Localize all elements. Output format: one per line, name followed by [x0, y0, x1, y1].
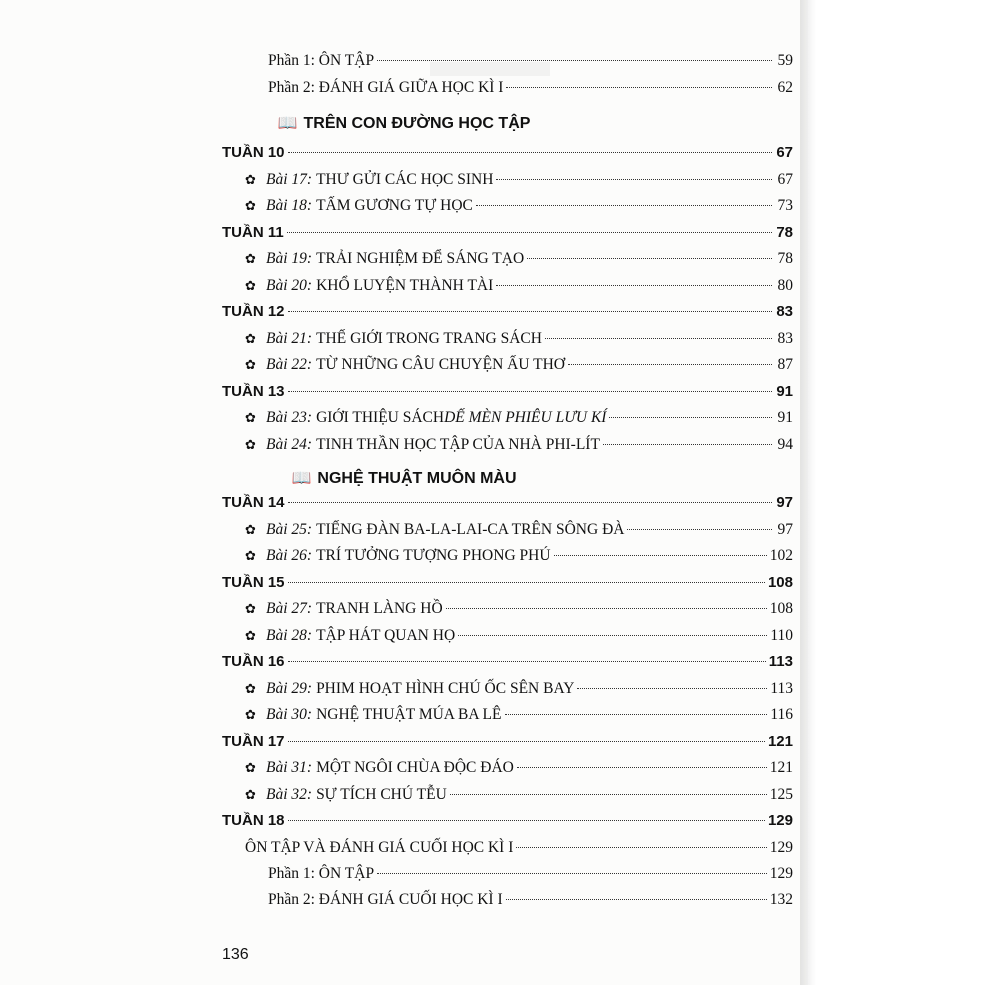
dot-leader — [496, 285, 772, 286]
lesson-label: Bài 22: — [266, 356, 313, 373]
toc-week-row[interactable] — [222, 494, 793, 518]
dot-leader — [505, 714, 768, 715]
page-number: 78 — [777, 250, 793, 267]
week-title: TUẦN 16 — [222, 653, 285, 670]
flower-bullet-icon: ✿ — [245, 681, 256, 697]
week-title: TUẦN 18 — [222, 812, 285, 829]
section-heading — [0, 113, 808, 133]
lesson-title: TRẢI NGHIỆM ĐỂ SÁNG TẠO — [316, 250, 525, 267]
review-title: ÔN TẬP VÀ ĐÁNH GIÁ CUỐI HỌC KÌ I — [245, 839, 514, 856]
dot-leader — [568, 364, 772, 365]
toc-week-row[interactable] — [222, 653, 793, 677]
lesson-title: TIẾNG ĐÀN BA-LA-LAI-CA TRÊN SÔNG ĐÀ — [316, 520, 625, 538]
lesson-label: Bài 26: — [266, 547, 313, 564]
page-number: 113 — [768, 653, 793, 670]
dot-leader — [450, 794, 767, 795]
page-number: 91 — [777, 409, 793, 426]
lesson-label: Bài 31: — [266, 759, 313, 776]
lesson-label: Bài 21: — [266, 329, 313, 347]
lesson-title: TẬP HÁT QUAN HỌ — [316, 626, 456, 644]
week-title: TUẦN 14 — [222, 494, 285, 511]
toc-part-row[interactable] — [268, 79, 793, 103]
dot-leader — [288, 661, 766, 662]
page-number: 129 — [769, 865, 793, 882]
toc-part-row[interactable] — [268, 891, 793, 915]
flower-bullet-icon: ✿ — [245, 331, 256, 347]
dot-leader — [288, 502, 772, 503]
page-number: 129 — [767, 812, 793, 829]
toc-part-row[interactable] — [268, 865, 793, 889]
dot-leader — [527, 258, 772, 259]
week-title: TUẦN 15 — [222, 573, 285, 591]
week-title: TUẦN 13 — [222, 382, 285, 400]
page-number: 87 — [777, 356, 793, 373]
toc-week-row[interactable] — [222, 224, 793, 248]
dot-leader — [506, 899, 767, 900]
page-number: 116 — [770, 706, 793, 723]
dot-leader — [603, 444, 772, 445]
lesson-title: KHỔ LUYỆN THÀNH TÀI — [316, 276, 494, 294]
page-number: 121 — [769, 759, 793, 776]
lesson-label: Bài 20: — [266, 276, 313, 294]
lesson-label: Bài 18: — [266, 197, 313, 214]
dot-leader — [288, 311, 772, 312]
dot-leader — [627, 529, 772, 530]
page-number: 102 — [769, 547, 793, 564]
dot-leader — [458, 635, 767, 636]
page-number: 121 — [767, 732, 793, 750]
page-number: 110 — [770, 626, 793, 644]
section-heading — [0, 468, 808, 488]
part-title: Phần 2: ĐÁNH GIÁ GIỮA HỌC KÌ I — [268, 79, 504, 96]
dot-leader — [446, 608, 767, 609]
dot-leader — [377, 60, 772, 61]
lesson-title: MỘT NGÔI CHÙA ĐỘC ĐÁO — [316, 759, 514, 776]
lesson-label: Bài 28: — [266, 626, 313, 644]
dot-leader — [288, 820, 765, 821]
toc-lesson-row[interactable] — [245, 330, 793, 354]
dot-leader — [288, 391, 772, 392]
lesson-title: NGHỆ THUẬT MÚA BA LÊ — [316, 706, 502, 723]
page-number: 97 — [776, 494, 793, 511]
lesson-title: THƯ GỬI CÁC HỌC SINH — [316, 170, 494, 188]
lesson-label: Bài 25: — [266, 520, 313, 538]
page-number: 91 — [776, 382, 793, 400]
flower-bullet-icon: ✿ — [245, 411, 256, 426]
part-title: Phần 2: ĐÁNH GIÁ CUỐI HỌC KÌ I — [268, 891, 503, 908]
dot-leader — [476, 205, 772, 206]
page-number: 129 — [769, 839, 793, 856]
open-book-icon: 📖 — [277, 113, 298, 132]
page-number-footer: 136 — [222, 946, 249, 963]
week-title: TUẦN 11 — [222, 223, 284, 241]
dot-leader — [287, 232, 772, 233]
flower-bullet-icon: ✿ — [245, 628, 256, 644]
toc-review-row[interactable] — [245, 839, 793, 863]
section-title: TRÊN CON ĐƯỜNG HỌC TẬP — [303, 115, 531, 132]
lesson-title: TẤM GƯƠNG TỰ HỌC — [316, 197, 473, 214]
lesson-label: Bài 24: — [266, 435, 313, 453]
toc-lesson-row[interactable] — [245, 600, 793, 624]
page-number: 125 — [769, 785, 793, 803]
dot-leader — [545, 338, 772, 339]
lesson-title: PHIM HOẠT HÌNH CHÚ ỐC SÊN BAY — [316, 679, 575, 697]
toc-lesson-row[interactable] — [245, 409, 793, 433]
lesson-label: Bài 29: — [266, 679, 313, 697]
dot-leader — [288, 741, 765, 742]
flower-bullet-icon: ✿ — [245, 708, 256, 723]
flower-bullet-icon: ✿ — [245, 549, 256, 564]
flower-bullet-icon: ✿ — [245, 358, 256, 373]
page-number: 83 — [776, 303, 793, 320]
lesson-title: TINH THẦN HỌC TẬP CỦA NHÀ PHI-LÍT — [316, 435, 600, 453]
page-number: 67 — [776, 144, 793, 161]
page-number: 83 — [777, 329, 793, 347]
lesson-title: TỪ NHỮNG CÂU CHUYỆN ẤU THƠ — [316, 356, 566, 373]
page-number: 59 — [777, 52, 793, 69]
toc-lesson-row[interactable] — [245, 706, 793, 730]
page-number: 108 — [769, 600, 793, 617]
page-number: 108 — [767, 573, 793, 591]
lesson-title: SỰ TÍCH CHÚ TỄU — [316, 785, 447, 803]
page-edge-shadow — [800, 0, 816, 985]
lesson-title: TRÍ TƯỞNG TƯỢNG PHONG PHÚ — [316, 547, 551, 564]
toc-lesson-row[interactable] — [245, 786, 793, 810]
lesson-label: Bài 30: — [266, 706, 313, 723]
toc-week-row[interactable] — [222, 574, 793, 598]
toc-lesson-row[interactable] — [245, 436, 793, 460]
page-number: 97 — [777, 520, 793, 538]
dot-leader — [506, 87, 772, 88]
section-title: NGHỆ THUẬT MUÔN MÀU — [317, 470, 517, 487]
lesson-label: Bài 17: — [266, 170, 313, 188]
toc-lesson-row[interactable] — [245, 627, 793, 651]
lesson-label: Bài 32: — [266, 785, 313, 803]
toc-lesson-row[interactable] — [245, 250, 793, 274]
week-title: TUẦN 17 — [222, 732, 285, 750]
toc-lesson-row[interactable] — [245, 171, 793, 195]
page-number: 80 — [777, 276, 793, 294]
toc-lesson-row[interactable] — [245, 356, 793, 380]
dot-leader — [288, 582, 765, 583]
dot-leader — [516, 847, 766, 848]
flower-bullet-icon: ✿ — [245, 252, 256, 267]
toc-lesson-row[interactable] — [245, 680, 793, 704]
toc-week-row[interactable] — [222, 733, 793, 757]
toc-week-row[interactable] — [222, 812, 793, 836]
lesson-label: Bài 27: — [266, 600, 313, 617]
dot-leader — [377, 873, 767, 874]
toc-week-row[interactable] — [222, 303, 793, 327]
flower-bullet-icon: ✿ — [245, 761, 256, 776]
toc-lesson-row[interactable] — [245, 547, 793, 571]
page-number: 78 — [776, 223, 793, 241]
part-title: Phần 1: ÔN TẬP — [268, 52, 375, 69]
lesson-label: Bài 19: — [266, 250, 313, 267]
page-number: 67 — [777, 170, 793, 188]
page-number: 113 — [770, 679, 793, 697]
flower-bullet-icon: ✿ — [245, 602, 256, 617]
lesson-title: GIỚI THIỆU SÁCH — [316, 409, 445, 426]
dot-leader — [288, 152, 772, 153]
toc-week-row[interactable] — [222, 383, 793, 407]
flower-bullet-icon: ✿ — [245, 787, 256, 803]
part-title: Phần 1: ÔN TẬP — [268, 865, 375, 882]
flower-bullet-icon: ✿ — [245, 437, 256, 453]
lesson-title-italic: DẾ MÈN PHIÊU LƯU KÍ — [444, 409, 607, 426]
page-number: 73 — [777, 197, 793, 214]
week-title: TUẦN 12 — [222, 303, 285, 320]
flower-bullet-icon: ✿ — [245, 172, 256, 188]
toc-lesson-row[interactable] — [245, 759, 793, 783]
open-book-icon: 📖 — [291, 468, 312, 487]
dot-leader — [496, 179, 772, 180]
flower-bullet-icon: ✿ — [245, 278, 256, 294]
toc-lesson-row[interactable] — [245, 197, 793, 221]
dot-leader — [577, 688, 767, 689]
toc-lesson-row[interactable] — [245, 521, 793, 545]
lesson-title: THẾ GIỚI TRONG TRANG SÁCH — [316, 329, 542, 347]
week-title: TUẦN 10 — [222, 144, 285, 161]
lesson-title: TRANH LÀNG HỒ — [316, 600, 443, 617]
lesson-label: Bài 23: — [266, 409, 313, 426]
dot-leader — [609, 417, 772, 418]
dot-leader — [517, 767, 767, 768]
page-number: 94 — [777, 435, 793, 453]
page-number: 62 — [777, 79, 793, 96]
toc-lesson-row[interactable] — [245, 277, 793, 301]
page-number: 132 — [769, 891, 793, 908]
flower-bullet-icon: ✿ — [245, 199, 256, 214]
flower-bullet-icon: ✿ — [245, 522, 256, 538]
toc-week-row[interactable] — [222, 144, 793, 168]
toc-part-row[interactable] — [268, 52, 793, 76]
dot-leader — [554, 555, 767, 556]
